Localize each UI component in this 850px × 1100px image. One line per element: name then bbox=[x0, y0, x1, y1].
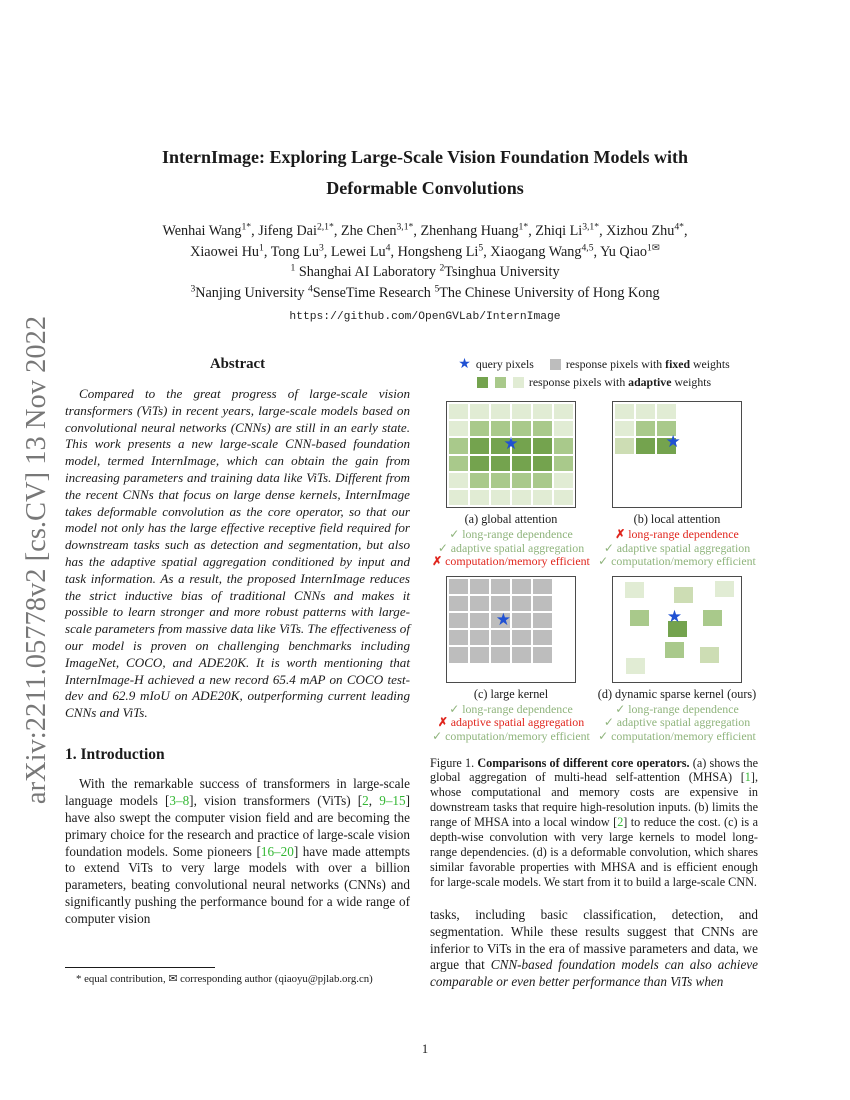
author-line-2 bbox=[60, 242, 790, 263]
page-number: 1 bbox=[421, 1042, 429, 1056]
text-segment: ], whose computational and memory costs are expensive in downstream tasks that require high-resolution inputs. (b) limits the range of MHSA into a local window [ bbox=[430, 770, 758, 830]
figure-panel bbox=[430, 401, 592, 569]
adaptive-weight-dark-square-icon bbox=[477, 377, 488, 388]
grid-cell bbox=[615, 438, 634, 453]
grid-cell bbox=[533, 596, 552, 611]
footnote-text: * equal contribution, ✉ corresponding author (qiaoyu@pjlab.org.cn) bbox=[76, 973, 373, 985]
grid-cell bbox=[636, 438, 655, 453]
check-icon: ✓ bbox=[432, 728, 443, 743]
author-line-1 bbox=[60, 221, 790, 242]
grid-cell bbox=[449, 438, 468, 453]
pixel-grid bbox=[612, 576, 742, 683]
github-link[interactable]: https://github.com/OpenGVLab/InternImage bbox=[289, 311, 561, 323]
grid-cell bbox=[615, 421, 634, 436]
legend-fixed-prefix: response pixels with bbox=[565, 357, 666, 371]
grid-cell bbox=[720, 404, 739, 419]
grid-cell bbox=[470, 490, 489, 505]
text-segment: (a) shows the global aggregation of multi-head self-attention (MHSA) [ bbox=[430, 755, 758, 785]
property-line bbox=[598, 716, 756, 730]
property-line bbox=[598, 703, 756, 717]
figure-panels bbox=[430, 401, 758, 744]
check-icon: ✓ bbox=[449, 527, 460, 541]
property-text: long-range dependence bbox=[462, 701, 573, 716]
grid-cell bbox=[678, 490, 697, 505]
text-segment: 4,5 bbox=[581, 241, 594, 253]
text-segment: CNN-based foundation models can also achieve comparable or even better performance than ViTs when bbox=[430, 957, 759, 990]
grid-cell bbox=[533, 579, 552, 594]
adaptive-weight-light-square-icon bbox=[513, 377, 524, 388]
citation-link[interactable]: 2 bbox=[617, 815, 624, 830]
property-line bbox=[598, 542, 756, 556]
text-segment: Wenhai Wang bbox=[162, 223, 242, 239]
legend-adaptive-item bbox=[477, 374, 711, 392]
fixed-weight-square-icon bbox=[550, 359, 561, 370]
text-segment: Comparisons of different core operators. bbox=[477, 755, 690, 770]
text-segment: , Lewei Lu bbox=[323, 243, 386, 260]
grid-cell bbox=[533, 404, 552, 419]
grid-cell bbox=[657, 490, 676, 505]
text-segment: , Xizhou Zhu bbox=[599, 223, 675, 239]
check-icon: ✓ bbox=[437, 540, 448, 555]
property-text: computation/memory efficient bbox=[611, 554, 756, 569]
grid-cell bbox=[554, 438, 573, 453]
left-column bbox=[65, 356, 410, 928]
grid-cell bbox=[678, 473, 697, 488]
pixel-grid bbox=[612, 401, 742, 508]
grid-cell bbox=[491, 490, 510, 505]
panel-property-list bbox=[598, 703, 756, 744]
grid-cell bbox=[678, 421, 697, 436]
grid-cell bbox=[533, 438, 552, 453]
query-pixel-star-icon: ★ bbox=[495, 609, 511, 629]
sparse-kernel-cell bbox=[700, 647, 719, 663]
grid-cell bbox=[699, 438, 718, 453]
legend-adaptive-suffix: weights bbox=[671, 374, 712, 389]
query-pixel-star-icon: ★ bbox=[503, 434, 519, 454]
grid-cell bbox=[491, 630, 510, 645]
affiliation-line-2 bbox=[60, 283, 790, 304]
grid-cell bbox=[636, 456, 655, 471]
text-segment: ], vision transformers (ViTs) [ bbox=[189, 792, 363, 808]
legend-query-label: query pixels bbox=[475, 357, 534, 371]
figure-caption bbox=[430, 756, 758, 890]
sparse-kernel-cell bbox=[665, 642, 684, 658]
property-text: long-range dependence bbox=[462, 527, 573, 541]
panel-property-list bbox=[432, 703, 590, 744]
grid-cell bbox=[533, 647, 552, 662]
panel-caption: (d) dynamic sparse kernel (ours) bbox=[597, 686, 757, 701]
text-segment: 1 bbox=[259, 241, 264, 253]
cross-icon: ✗ bbox=[437, 715, 448, 730]
text-segment: 5 bbox=[478, 241, 484, 253]
text-segment: 2,1* bbox=[316, 221, 334, 233]
arxiv-stamp: arXiv:2211.05778v2 [cs.CV] 13 Nov 2022 bbox=[21, 315, 52, 805]
grid-cell bbox=[720, 438, 739, 453]
grid-cell bbox=[699, 473, 718, 488]
grid-cell bbox=[512, 596, 531, 611]
grid-cell bbox=[512, 490, 531, 505]
grid-cell bbox=[699, 456, 718, 471]
property-text: adaptive spatial aggregation bbox=[616, 540, 751, 555]
citation-link[interactable]: 16–20 bbox=[260, 843, 294, 859]
grid-cell bbox=[533, 613, 552, 628]
sparse-kernel-cell bbox=[625, 582, 644, 598]
text-segment: , Yu Qiao bbox=[593, 243, 648, 260]
check-icon: ✓ bbox=[449, 701, 460, 716]
footnote bbox=[65, 967, 410, 985]
grid-cell bbox=[720, 490, 739, 505]
text-segment: With the remarkable success of transformers in large-scale language models [ bbox=[65, 775, 410, 808]
grid-cell bbox=[533, 490, 552, 505]
grid-cell bbox=[678, 456, 697, 471]
grid-cell bbox=[615, 490, 634, 505]
property-text: computation/memory efficient bbox=[445, 554, 590, 569]
property-line bbox=[432, 703, 590, 717]
legend-row-1 bbox=[430, 356, 758, 374]
query-pixel-star-icon: ★ bbox=[666, 606, 683, 626]
text-segment: 5 bbox=[434, 282, 440, 294]
legend-adaptive-label bbox=[529, 374, 711, 392]
affiliation-line-1 bbox=[60, 262, 790, 283]
grid-cell bbox=[449, 613, 468, 628]
grid-cell bbox=[470, 421, 489, 436]
grid-cell bbox=[491, 473, 510, 488]
text-segment: 4 bbox=[385, 241, 391, 253]
adaptive-weight-medium-square-icon bbox=[495, 377, 506, 388]
property-line bbox=[598, 730, 756, 744]
grid-cell bbox=[533, 665, 552, 680]
footnote-rule bbox=[65, 967, 215, 968]
citation-link[interactable]: 1 bbox=[744, 770, 751, 785]
abstract-text: Compared to the great progress of large-scale vision transformers (ViTs) in recent years, large-scale models based on convolutional neural networks (CNNs) are still in an early state. This work presents a new large-scale CNN-based foundation model, termed InternImage, which can obtain the gain from increasing parameters and training data like ViTs. Different from the recent CNNs that focus on large dense kernels, InternImage takes deformable convolution as the core operator, so that our model not only has the large effective receptive field required for downstream tasks such as detection and segmentation, but also has the adaptive spatial aggregation conditioned by input and task information. As a result, the proposed InternImage reduces the strict inductive bias of traditional CNNs and makes it possible to learn stronger and more robust patterns with large-scale parameters from massive data like ViTs. The effectiveness of our model is proven on challenging benchmarks including ImageNet, COCO, and ADE20K. It is worth mentioning that InternImage-H achieved a new record 65.4 mAP on COCO test-dev and 62.9 mIoU on ADE20K, outperforming current leading CNNs and ViTs. bbox=[65, 386, 410, 721]
grid-cell bbox=[678, 404, 697, 419]
legend-adaptive-prefix: response pixels with bbox=[528, 374, 629, 389]
panel-caption: (a) global attention bbox=[464, 512, 558, 526]
figure-panel bbox=[596, 576, 758, 744]
figure-panel bbox=[596, 401, 758, 569]
grid-cell bbox=[449, 421, 468, 436]
text-segment: Tsinghua University bbox=[444, 264, 560, 280]
sparse-kernel-cell bbox=[626, 658, 645, 674]
text-segment: ] have also swept the computer vision field and are becoming the primary choice for the research and practice of large-scale vision foundation models. Some pioneers [ bbox=[65, 792, 410, 859]
query-pixel-star-icon: ★ bbox=[458, 357, 471, 372]
grid-cell bbox=[449, 473, 468, 488]
check-icon: ✓ bbox=[603, 540, 614, 555]
text-segment: 1* bbox=[518, 221, 529, 233]
property-line bbox=[432, 716, 590, 730]
property-text: computation/memory efficient bbox=[445, 728, 590, 743]
grid-cell bbox=[449, 665, 468, 680]
grid-cell bbox=[512, 665, 531, 680]
property-line bbox=[432, 555, 590, 569]
property-text: long-range dependence bbox=[628, 527, 739, 541]
grid-cell bbox=[533, 421, 552, 436]
grid-cell bbox=[533, 473, 552, 488]
check-icon: ✓ bbox=[615, 701, 626, 716]
text-segment: , Zhe Chen bbox=[333, 223, 397, 239]
citation-link[interactable]: 3–8 bbox=[169, 792, 190, 808]
legend-fixed-item bbox=[550, 356, 730, 374]
grid-cell bbox=[657, 473, 676, 488]
sparse-kernel-cell bbox=[715, 581, 734, 597]
text-segment: , Jifeng Dai bbox=[251, 223, 317, 239]
grid-cell bbox=[554, 490, 573, 505]
grid-cell bbox=[470, 473, 489, 488]
grid-cell bbox=[512, 456, 531, 471]
grid-cell bbox=[533, 630, 552, 645]
grid-cell bbox=[554, 404, 573, 419]
grid-cell bbox=[491, 665, 510, 680]
text-segment: , Zhiqi Li bbox=[528, 223, 583, 239]
text-segment: tasks, including basic classification, detection, and segmentation. While these results suggest that CNNs are inferior to ViTs in the era of massive parameters and data, we argue that bbox=[430, 906, 758, 973]
grid-cell bbox=[699, 490, 718, 505]
property-line bbox=[432, 528, 590, 542]
grid-cell bbox=[533, 456, 552, 471]
grid-cell bbox=[554, 613, 573, 628]
property-text: adaptive spatial aggregation bbox=[450, 540, 585, 555]
legend-fixed-suffix: weights bbox=[690, 357, 730, 371]
grid-cell bbox=[512, 579, 531, 594]
grid-cell bbox=[636, 404, 655, 419]
figure-panel bbox=[430, 576, 592, 744]
legend-fixed-word: fixed bbox=[665, 357, 691, 371]
grid-cell bbox=[678, 438, 697, 453]
pixel-grid bbox=[446, 401, 576, 508]
repo-url-row bbox=[60, 307, 790, 328]
panel-caption: (c) large kernel bbox=[473, 686, 549, 701]
grid-cell bbox=[554, 647, 573, 662]
paper-title bbox=[85, 142, 765, 204]
grid-cell bbox=[470, 665, 489, 680]
grid-cell bbox=[554, 473, 573, 488]
grid-cell bbox=[470, 596, 489, 611]
grid-cell bbox=[554, 421, 573, 436]
grid-cell bbox=[491, 647, 510, 662]
legend-adaptive-word: adaptive bbox=[628, 374, 672, 389]
grid-cell bbox=[449, 456, 468, 471]
property-line bbox=[598, 555, 756, 569]
text-segment: , Hongsheng Li bbox=[390, 243, 479, 260]
text-segment: SenseTime Research bbox=[312, 284, 431, 301]
grid-cell bbox=[512, 630, 531, 645]
cross-icon: ✗ bbox=[432, 554, 443, 569]
grid-cell bbox=[657, 404, 676, 419]
grid-cell bbox=[449, 647, 468, 662]
property-text: adaptive spatial aggregation bbox=[450, 715, 585, 730]
text-segment: , bbox=[683, 223, 688, 239]
legend-query-item bbox=[458, 356, 534, 374]
grid-cell bbox=[491, 404, 510, 419]
grid-cell bbox=[720, 456, 739, 471]
query-pixel-star-icon: ★ bbox=[665, 432, 681, 452]
introduction-heading: 1. Introduction bbox=[65, 745, 165, 763]
text-segment: ] to reduce the cost. (c) is a depth-wise convolution with very large kernels to model long-range dependencies. (d) is a deformable convolution, which shares similar favorable properties with MHSA and is efficient enough for large-scale models. We start from it to build a large-scale CNN. bbox=[430, 815, 758, 889]
text-segment: 3,1* bbox=[396, 221, 414, 233]
property-line bbox=[432, 730, 590, 744]
grid-cell bbox=[470, 630, 489, 645]
text-segment: Shanghai AI Laboratory bbox=[295, 264, 436, 280]
text-segment: 1* bbox=[241, 221, 252, 233]
grid-cell bbox=[449, 579, 468, 594]
grid-cell bbox=[699, 421, 718, 436]
property-text: computation/memory efficient bbox=[611, 728, 756, 743]
grid-cell bbox=[470, 456, 489, 471]
grid-cell bbox=[636, 421, 655, 436]
grid-cell bbox=[657, 456, 676, 471]
legend-row-2 bbox=[430, 374, 758, 392]
text-segment: , Xiaogang Wang bbox=[483, 243, 582, 260]
abstract-heading: Abstract bbox=[209, 356, 266, 372]
title-line-2: Deformable Convolutions bbox=[326, 178, 524, 198]
figure-legend bbox=[430, 356, 758, 391]
grid-cell bbox=[636, 490, 655, 505]
cross-icon: ✗ bbox=[615, 527, 626, 541]
grid-cell bbox=[554, 665, 573, 680]
citation-link[interactable]: 2 bbox=[362, 792, 369, 808]
text-segment: , Tong Lu bbox=[263, 243, 319, 260]
sparse-kernel-cell bbox=[674, 587, 693, 603]
grid-cell bbox=[554, 630, 573, 645]
property-line bbox=[432, 542, 590, 556]
grid-cell bbox=[512, 613, 531, 628]
check-icon: ✓ bbox=[603, 715, 614, 730]
pixel-grid bbox=[446, 576, 576, 683]
property-text: long-range dependence bbox=[628, 701, 739, 716]
text-segment: 2 bbox=[439, 262, 445, 274]
property-line bbox=[598, 528, 756, 542]
text-segment: 1 bbox=[290, 262, 296, 274]
grid-cell bbox=[491, 596, 510, 611]
grid-cell bbox=[491, 579, 510, 594]
text-segment: 4 bbox=[307, 282, 313, 294]
property-text: adaptive spatial aggregation bbox=[616, 715, 751, 730]
title-line-1: InternImage: Exploring Large-Scale Vision Foundation Models with bbox=[161, 147, 689, 167]
text-segment: , bbox=[368, 792, 380, 808]
grid-cell bbox=[554, 579, 573, 594]
text-segment: Figure 1. bbox=[430, 755, 478, 770]
text-segment: 1✉ bbox=[647, 241, 660, 253]
text-segment: The Chinese University of Hong Kong bbox=[439, 284, 660, 301]
check-icon: ✓ bbox=[598, 728, 609, 743]
grid-cell bbox=[699, 404, 718, 419]
grid-cell bbox=[636, 473, 655, 488]
grid-cell bbox=[470, 613, 489, 628]
grid-cell bbox=[449, 596, 468, 611]
citation-link[interactable]: 9–15 bbox=[379, 792, 406, 808]
grid-cell bbox=[512, 473, 531, 488]
grid-cell bbox=[554, 596, 573, 611]
grid-cell bbox=[554, 456, 573, 471]
text-segment: 3 bbox=[190, 282, 196, 294]
grid-cell bbox=[720, 473, 739, 488]
grid-cell bbox=[491, 456, 510, 471]
grid-cell bbox=[470, 579, 489, 594]
grid-cell bbox=[449, 490, 468, 505]
grid-cell bbox=[470, 438, 489, 453]
grid-cell bbox=[615, 404, 634, 419]
text-segment: 3,1* bbox=[582, 221, 600, 233]
text-segment: 3 bbox=[318, 241, 324, 253]
author-block bbox=[60, 221, 790, 328]
grid-cell bbox=[615, 473, 634, 488]
check-icon: ✓ bbox=[598, 554, 609, 569]
panel-property-list bbox=[598, 528, 756, 569]
legend-fixed-label bbox=[566, 356, 730, 374]
text-segment: Nanjing University bbox=[195, 284, 305, 301]
sparse-kernel-cell bbox=[630, 610, 649, 626]
grid-cell bbox=[470, 404, 489, 419]
grid-cell bbox=[512, 647, 531, 662]
grid-cell bbox=[449, 630, 468, 645]
right-column bbox=[430, 356, 758, 991]
text-segment: Xiaowei Hu bbox=[190, 243, 260, 260]
body-paragraph bbox=[430, 907, 758, 992]
text-segment: , Zhenhang Huang bbox=[413, 223, 519, 239]
grid-cell bbox=[470, 647, 489, 662]
panel-property-list bbox=[432, 528, 590, 569]
panel-caption: (b) local attention bbox=[633, 512, 721, 526]
grid-cell bbox=[720, 421, 739, 436]
text-segment: 4* bbox=[674, 221, 684, 233]
grid-cell bbox=[449, 404, 468, 419]
text-segment: ] have made attempts to extend ViTs to very large models with over a billion parameters, beating convolutional neural networks (CNNs) and significantly pushing the performance bound for a wide range of computer vision bbox=[65, 843, 410, 927]
grid-cell bbox=[512, 404, 531, 419]
grid-cell bbox=[615, 456, 634, 471]
sparse-kernel-cell bbox=[703, 610, 722, 626]
introduction-paragraph bbox=[65, 776, 410, 928]
